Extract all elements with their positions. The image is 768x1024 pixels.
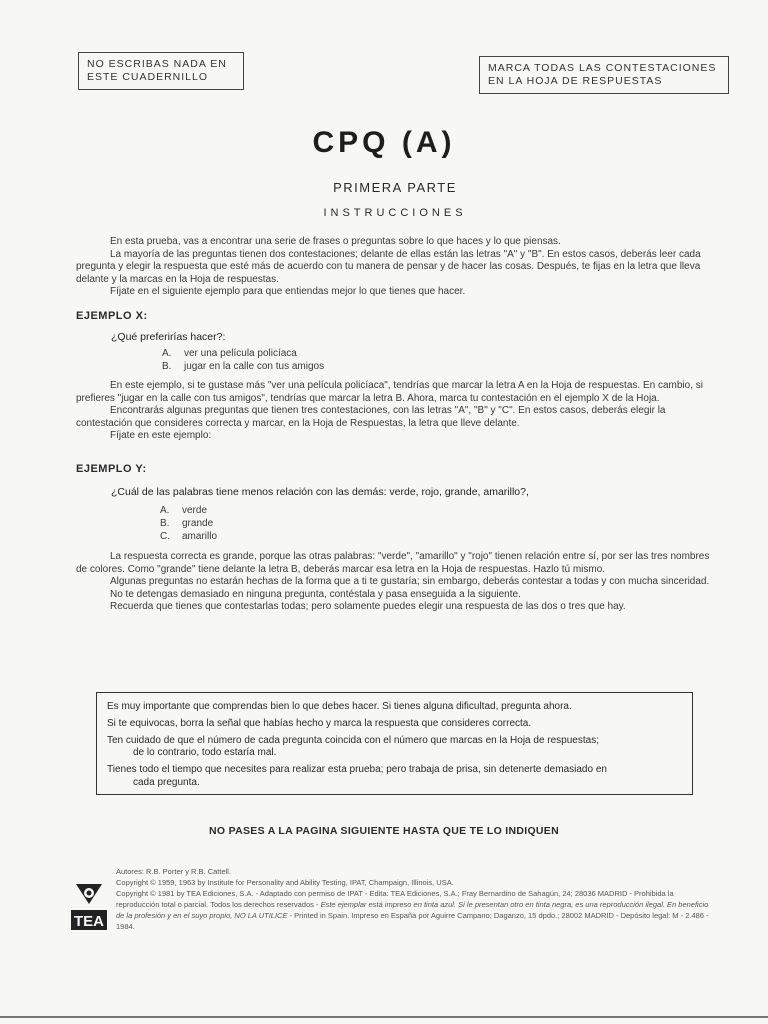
option-letter: B.	[160, 518, 170, 529]
example-y-question: ¿Cuál de las palabras tiene menos relación con las demás: verde, rojo, grande, amarillo?,	[111, 486, 529, 498]
notice-line-2: Si te equivocas, borra la señal que habías hecho y marca la respuesta que consideres correcta.	[107, 717, 532, 729]
example-y-option-c	[160, 530, 217, 543]
example-y-heading: EJEMPLO Y:	[76, 463, 147, 475]
bottom-edge-line	[0, 1016, 768, 1018]
intro-paragraph-1: En esta prueba, vas a encontrar una serie de frases o preguntas sobre lo que haces y lo que piensas.	[110, 236, 561, 247]
header-warning-left	[78, 52, 244, 90]
option-letter: A.	[162, 348, 172, 359]
notice-line-3: Ten cuidado de que el número de cada pregunta coincida con el número que marcas en la Hoja de respuestas;	[107, 734, 599, 746]
important-notice-box	[96, 692, 693, 795]
tea-logo-icon	[70, 880, 108, 932]
header-left-line1: NO ESCRIBAS NADA EN	[87, 58, 227, 70]
footer-credits	[116, 866, 716, 932]
option-letter: B.	[162, 361, 172, 372]
example-x-option-a	[162, 347, 324, 360]
example-x-options	[162, 347, 324, 373]
explanation-x-paragraph-1: En este ejemplo, si te gustase más "ver una película policíaca", tendrías que marcar la letra A en la Hoja de respuestas. En cambio, si prefieres "jugar en la calle con tus amigos", tendrías que marcar la letra B. Ahora, marca tu contestación en el ejemplo X de la Hoja.	[76, 380, 703, 404]
header-right-line1: MARCA TODAS LAS CONTESTACIONES	[488, 62, 717, 74]
explanation-y-paragraph-3: No te detengas demasiado en ninguna pregunta, contéstala y pasa enseguida a la siguiente.	[110, 588, 521, 600]
explanation-y-paragraph-1: La respuesta correcta es grande, porque las otras palabras: "verde", "amarillo" y "rojo" tienen relación entre sí, por ser las tres nombres de colores. Como "grande" tiene delante la letra B, deberás marcar esa letra en la Hoja de respuestas. Hazlo tú mismo.	[76, 551, 710, 575]
stop-notice: NO PASES A LA PAGINA SIGUIENTE HASTA QUE TE LO INDIQUEN	[209, 825, 559, 837]
notice-line-1: Es muy importante que comprendas bien lo que debes hacer. Si tienes alguna dificultad, pregunta ahora.	[107, 701, 572, 712]
footer-copyright-2	[116, 888, 716, 932]
footer-authors: Autores: R.B. Porter y R.B. Cattell.	[116, 867, 232, 876]
explanation-y-paragraph-2: Algunas preguntas no estarán hechas de la forma que a ti te gustaría; sin embargo, deberás contestar a todas y con mucha sinceridad.	[110, 576, 710, 587]
page-subtitle: PRIMERA PARTE	[333, 180, 457, 195]
explanation-y-paragraph-4: Recuerda que tienes que contestarlas todas; pero solamente puedes elegir una respuesta de las dos o tres que hay.	[110, 601, 626, 612]
example-x-heading: EJEMPLO X:	[76, 310, 148, 322]
footer-copyright-2-text: Copyright © 1981 by TEA Ediciones, S.A. - Adaptado con permiso de IPAT - Edita: TEA Ediciones, S.A.; Fray Bernardino de Sahagún, 24; 28036 MADRID - Prohibida la reproducción total o parcial. Todos los derechos reservados -	[116, 889, 674, 909]
option-text: grande	[182, 518, 214, 529]
notice-line-5: Tienes todo el tiempo que necesites para realizar esta prueba; pero trabaja de prisa, sin detenerte demasiado en	[107, 764, 607, 776]
option-text: amarillo	[182, 531, 218, 542]
explanation-x-paragraph-2: Encontrarás algunas preguntas que tienen tres contestaciones, con las letras "A", "B" y "C". En estos casos, deberás elegir la contestación que consideres correcta y marcar, en la Hoja de Respuestas, la letra que lleve delante.	[76, 405, 666, 429]
explanation-x-paragraph-3: Fíjate en este ejemplo:	[110, 430, 212, 441]
tea-logo	[70, 880, 108, 932]
footer-print: - Printed in Spain. Impreso en España por Aguirre Campano; Daganzo, 15 dpdo.; 28002 MADRID - Depósito legal: M - 2.486 - 1984.	[116, 911, 709, 931]
section-heading: INSTRUCCIONES	[323, 207, 467, 219]
example-x-question: ¿Qué preferirías hacer?:	[111, 331, 226, 343]
example-y-option-b	[160, 517, 217, 530]
example-x-option-b	[162, 360, 324, 373]
header-right-line2: EN LA HOJA DE RESPUESTAS	[488, 75, 663, 87]
option-letter: A.	[160, 505, 170, 516]
logo-text: TEA	[74, 913, 104, 930]
footer-copyright-1: Copyright © 1959, 1963 by Institute for Personality and Ability Testing, IPAT, Champaign, Illinois, USA.	[116, 878, 454, 887]
option-text: jugar en la calle con tus amigos	[184, 361, 325, 372]
header-warning-right	[479, 56, 729, 94]
page-title: CPQ (A)	[312, 126, 456, 159]
footer-copyright-italic: Este ejemplar está impreso en tinta azul. Si le presentan otro en tinta negra, es una reproducción ilegal. En beneficio de la profesión y en el suyo propio, NO LA UTILICE	[116, 900, 709, 920]
intro-paragraph-3: Fíjate en el siguiente ejemplo para que entiendas mejor lo que tienes que hacer.	[110, 286, 466, 297]
example-y-options	[160, 504, 217, 543]
intro-block	[76, 236, 716, 299]
example-y-option-a	[160, 504, 217, 517]
option-letter: C.	[160, 531, 170, 542]
intro-paragraph-2: La mayoría de las preguntas tienen dos contestaciones; delante de ellas están las letras "A" y "B". En estos casos, deberás leer cada pregunta y elegir la respuesta que esté más de acuerdo con tu manera de pensar y de hacer las cosas. Después, te fijas en la letra que lleva delante y la marcas en la Hoja de respuestas.	[76, 248, 701, 285]
example-y-explanation	[76, 551, 716, 614]
notice-line-4: de lo contrario, todo estaría mal.	[133, 747, 277, 759]
option-text: verde	[182, 505, 208, 516]
notice-line-6: cada pregunta.	[133, 776, 200, 788]
example-x-explanation	[76, 380, 716, 443]
header-left-line2: ESTE CUADERNILLO	[87, 71, 209, 83]
option-text: ver una película policíaca	[184, 348, 297, 359]
